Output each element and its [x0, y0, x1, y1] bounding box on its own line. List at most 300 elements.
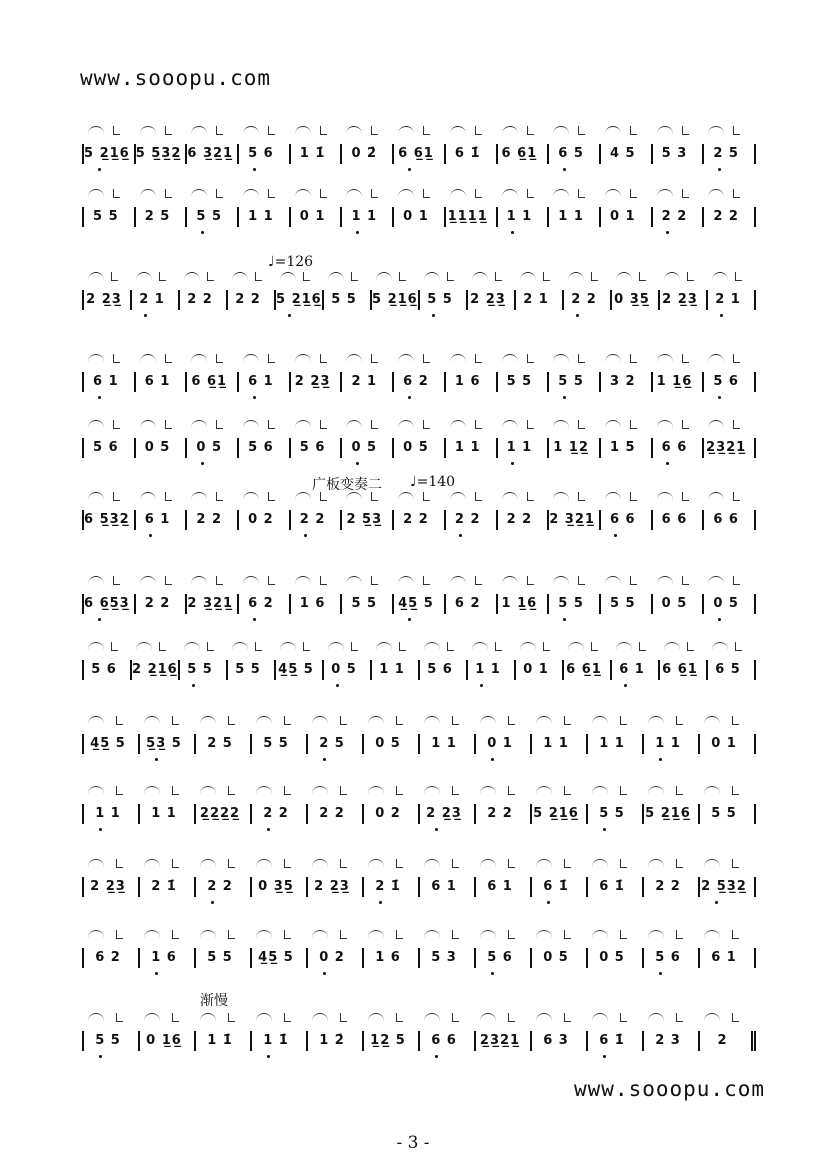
bowing-mark: [396, 930, 403, 939]
bowing-mark: [447, 642, 454, 651]
measure-notes: 4̲5̲ 5: [278, 662, 314, 677]
arc-mark: [657, 189, 673, 198]
measure-notes: 6 1: [248, 374, 274, 389]
articulation-marks: [82, 1013, 754, 1027]
measure: [187, 510, 239, 530]
measure-notes: 1 1: [379, 662, 405, 677]
arc-mark: [480, 1013, 496, 1022]
measure-notes: 6 2: [454, 596, 481, 611]
measure-notes: 6 2: [248, 596, 274, 611]
measure-notes: 1 1̇: [299, 146, 326, 161]
bowing-mark: [452, 859, 459, 868]
bowing-mark: [207, 642, 214, 651]
tempo-marking-126: ♩=126: [268, 254, 314, 270]
arc-mark: [480, 930, 496, 939]
measure: [704, 144, 756, 164]
arc-mark: [605, 576, 621, 585]
bowing-mark: [116, 1013, 123, 1022]
measure-notes: 2 2: [403, 512, 429, 527]
measure: [549, 594, 601, 614]
measure-notes: 2 2: [196, 512, 223, 527]
bowing-mark: [475, 492, 482, 501]
arc-mark: [368, 859, 384, 868]
measure: [187, 594, 239, 614]
articulation-marks: [82, 272, 754, 286]
low-octave-dot: [659, 758, 662, 761]
measure: [364, 877, 420, 897]
measure: [394, 207, 446, 227]
low-octave-dot: [408, 396, 411, 399]
measure: [446, 594, 498, 614]
bowing-mark: [172, 930, 179, 939]
measure: [308, 804, 364, 824]
measure: [187, 207, 239, 227]
bowing-mark: [165, 189, 172, 198]
octave-dots: [82, 972, 754, 978]
score-line: [82, 1011, 754, 1071]
measure: [291, 144, 343, 164]
measure-notes: 1 1: [558, 209, 584, 224]
bowing-mark: [216, 354, 223, 363]
measure: [644, 734, 700, 754]
arc-mark: [472, 642, 488, 651]
measure-notes: 0 5: [661, 596, 688, 611]
measure-notes: 1 1: [506, 440, 533, 455]
measure-bars: [82, 438, 756, 458]
measure-notes: 5 6: [427, 662, 453, 677]
measure-notes: 0 1: [403, 209, 429, 224]
measure-notes: 2 1: [139, 292, 165, 307]
octave-dots: [82, 314, 754, 320]
measure-notes: 6 1: [431, 879, 457, 894]
low-octave-dot: [666, 462, 669, 465]
bowing-mark: [396, 859, 403, 868]
arc-mark: [553, 354, 569, 363]
bowing-mark: [165, 576, 172, 585]
arc-mark: [708, 420, 724, 429]
measure-notes: 6 5: [715, 662, 741, 677]
measure: [342, 510, 394, 530]
watermark-url-bottom: www.sooopu.com: [574, 1077, 766, 1101]
arc-mark: [256, 716, 272, 725]
measure: [644, 948, 700, 968]
arc-mark: [502, 420, 518, 429]
bowing-mark: [733, 492, 740, 501]
measure: [446, 372, 498, 392]
bowing-mark: [371, 126, 378, 135]
arc-mark: [472, 272, 488, 281]
measure-notes: 6 6: [661, 440, 688, 455]
measure: [420, 660, 468, 680]
arc-mark: [368, 930, 384, 939]
measure: [564, 290, 612, 310]
measure-notes: 0 5: [375, 736, 401, 751]
bowing-mark: [284, 1013, 291, 1022]
low-octave-dot: [288, 314, 291, 317]
measure: [342, 207, 394, 227]
measure: [394, 144, 446, 164]
measure: [644, 877, 700, 897]
measure: [601, 372, 653, 392]
bowing-mark: [620, 859, 627, 868]
measure-notes: 1 6: [454, 374, 481, 389]
measure: [136, 438, 188, 458]
arc-mark: [712, 642, 728, 651]
measure: [498, 438, 550, 458]
measure: [84, 734, 140, 754]
measure: [708, 290, 756, 310]
measure-notes: 0 5: [196, 440, 223, 455]
bowing-mark: [268, 492, 275, 501]
low-octave-dot: [408, 168, 411, 171]
bowing-mark: [475, 126, 482, 135]
measure-notes: 5 5: [263, 736, 289, 751]
arc-mark: [200, 1013, 216, 1022]
measure-notes: 5 3: [431, 950, 457, 965]
measure: [394, 510, 446, 530]
measure-notes: 5 6: [713, 374, 739, 389]
measure-notes: 0 3̲5̲: [258, 879, 294, 894]
measure-notes: 1 1̲6̲: [656, 374, 693, 389]
measure: [601, 510, 653, 530]
arc-mark: [368, 786, 384, 795]
bowing-mark: [268, 420, 275, 429]
arc-mark: [657, 492, 673, 501]
measure-bars: [82, 660, 756, 680]
bowing-mark: [495, 642, 502, 651]
measure-notes: 2̲3̲2̲1̲: [479, 1033, 521, 1048]
bowing-mark: [452, 1013, 459, 1022]
measure: [601, 438, 653, 458]
arc-mark: [657, 126, 673, 135]
bowing-mark: [340, 716, 347, 725]
bowing-mark: [733, 576, 740, 585]
measure: [84, 877, 140, 897]
measure-notes: 0 2̇: [351, 146, 378, 161]
bowing-mark: [116, 786, 123, 795]
measure: [291, 207, 343, 227]
bowing-mark: [268, 576, 275, 585]
measure-bars: [82, 804, 756, 824]
measure: [549, 510, 601, 530]
measure-notes: 6 6̲1̲: [662, 662, 698, 677]
score-line: [82, 270, 754, 330]
bowing-mark: [228, 859, 235, 868]
measure-notes: 2 1̇: [151, 879, 177, 894]
measure: [291, 510, 343, 530]
low-octave-dot: [99, 1055, 102, 1058]
measure: [239, 594, 291, 614]
measure-notes: 6 1: [144, 512, 171, 527]
arc-mark: [398, 576, 414, 585]
measure-notes: 2 2: [487, 806, 513, 821]
arc-mark: [424, 1013, 440, 1022]
arc-mark: [312, 716, 328, 725]
bowing-mark: [340, 786, 347, 795]
measure-notes: 1 6: [375, 950, 401, 965]
measure-notes: 6 3: [543, 1033, 569, 1048]
measure-notes: 5 5: [427, 292, 453, 307]
bowing-mark: [320, 189, 327, 198]
measure: [446, 510, 498, 530]
arc-mark: [450, 576, 466, 585]
measure: [564, 660, 612, 680]
measure: [252, 734, 308, 754]
measure: [498, 372, 550, 392]
measure: [324, 290, 372, 310]
measure: [516, 290, 564, 310]
measure-notes: 6 1: [711, 950, 737, 965]
measure-notes: 5 6: [93, 440, 119, 455]
measure: [308, 948, 364, 968]
octave-dots: [82, 168, 754, 174]
measure-notes: 2 2̲3̲: [426, 806, 462, 821]
measure-bars: [82, 877, 756, 897]
measure-notes: 5 6: [91, 662, 117, 677]
measure-notes: 1 5: [609, 440, 636, 455]
bowing-mark: [165, 354, 172, 363]
measure: [420, 290, 468, 310]
low-octave-dot: [356, 231, 359, 234]
measure: [140, 877, 196, 897]
low-octave-dot: [718, 168, 721, 171]
measure-notes: 0 5: [351, 440, 378, 455]
arc-mark: [191, 576, 207, 585]
bowing-mark: [630, 576, 637, 585]
articulation-marks: [82, 859, 754, 873]
arc-mark: [450, 354, 466, 363]
arc-mark: [243, 126, 259, 135]
measure: [180, 290, 228, 310]
low-octave-dot: [718, 396, 721, 399]
arc-mark: [708, 576, 724, 585]
bowing-mark: [113, 354, 120, 363]
measure-notes: 5 5: [93, 209, 119, 224]
measure: [308, 734, 364, 754]
bowing-mark: [564, 716, 571, 725]
measure: [653, 438, 705, 458]
arc-mark: [200, 930, 216, 939]
low-octave-dot: [511, 231, 514, 234]
low-octave-dot: [155, 758, 158, 761]
measure-notes: 0 5: [144, 440, 171, 455]
bowing-mark: [527, 126, 534, 135]
low-octave-dot: [144, 314, 147, 317]
bowing-mark: [508, 716, 515, 725]
arc-mark: [605, 420, 621, 429]
bowing-mark: [371, 354, 378, 363]
measure: [420, 804, 476, 824]
bowing-mark: [371, 420, 378, 429]
octave-dots: [82, 618, 754, 624]
measure: [308, 877, 364, 897]
measure-notes: 5̲3̲ 5: [146, 736, 182, 751]
measure: [84, 207, 136, 227]
arc-mark: [295, 126, 311, 135]
measure-notes: 5 5: [609, 596, 636, 611]
measure-notes: 5 5: [599, 806, 625, 821]
low-octave-dot: [379, 901, 382, 904]
bowing-mark: [116, 930, 123, 939]
arc-mark: [144, 716, 160, 725]
arc-mark: [704, 716, 720, 725]
measure: [364, 948, 420, 968]
arc-mark: [708, 189, 724, 198]
measure-notes: 0 1̲6̲: [146, 1033, 182, 1048]
measure: [476, 734, 532, 754]
bowing-mark: [340, 930, 347, 939]
arc-mark: [256, 859, 272, 868]
arc-mark: [553, 189, 569, 198]
articulation-marks: [82, 576, 754, 590]
bowing-mark: [687, 642, 694, 651]
measure: [700, 734, 756, 754]
bowing-mark: [620, 716, 627, 725]
bowing-mark: [399, 642, 406, 651]
arc-mark: [191, 354, 207, 363]
arc-mark: [536, 1013, 552, 1022]
low-octave-dot: [491, 758, 494, 761]
measure: [476, 948, 532, 968]
measure-notes: 0 1: [711, 736, 737, 751]
measure-notes: 1 6: [299, 596, 326, 611]
low-octave-dot: [603, 1055, 606, 1058]
measure: [196, 804, 252, 824]
bowing-mark: [228, 786, 235, 795]
articulation-marks: [82, 189, 754, 203]
measure-bars: [82, 144, 756, 164]
bowing-mark: [216, 420, 223, 429]
arc-mark: [88, 272, 104, 281]
measure-bars: [82, 207, 756, 227]
measure: [342, 438, 394, 458]
arc-mark: [502, 492, 518, 501]
measure: [394, 594, 446, 614]
measure-notes: 6 1̇: [599, 879, 625, 894]
measure: [704, 438, 756, 458]
arc-mark: [605, 126, 621, 135]
measure: [84, 510, 136, 530]
arc-mark: [232, 272, 248, 281]
arc-mark: [480, 786, 496, 795]
measure: [364, 734, 420, 754]
score-line: [82, 490, 754, 550]
arc-mark: [295, 420, 311, 429]
measure: [446, 438, 498, 458]
bowing-mark: [216, 576, 223, 585]
bowing-mark: [159, 272, 166, 281]
bowing-mark: [564, 859, 571, 868]
arc-mark: [708, 354, 724, 363]
arc-mark: [368, 716, 384, 725]
bowing-mark: [116, 859, 123, 868]
bowing-mark: [111, 272, 118, 281]
low-octave-dot: [624, 684, 627, 687]
bowing-mark: [113, 126, 120, 135]
measure: [420, 734, 476, 754]
measure-notes: 1 1: [475, 662, 501, 677]
arc-mark: [88, 786, 104, 795]
arc-mark: [648, 1013, 664, 1022]
arc-mark: [657, 354, 673, 363]
arc-mark: [568, 272, 584, 281]
arc-mark: [704, 859, 720, 868]
measure: [252, 804, 308, 824]
measure: [84, 290, 132, 310]
arc-mark: [346, 576, 362, 585]
arc-mark: [140, 126, 156, 135]
bowing-mark: [527, 189, 534, 198]
measure-notes: 1 1̲2̲: [553, 440, 589, 455]
low-octave-dot: [720, 314, 723, 317]
bowing-mark: [527, 354, 534, 363]
arc-mark: [502, 576, 518, 585]
arc-mark: [243, 576, 259, 585]
arc-mark: [140, 576, 156, 585]
measure: [420, 948, 476, 968]
bowing-mark: [630, 189, 637, 198]
low-octave-dot: [155, 972, 158, 975]
bowing-mark: [423, 420, 430, 429]
measure-notes: 2 5̲3̲2̲: [701, 879, 747, 894]
bowing-mark: [630, 420, 637, 429]
low-octave-dot: [603, 828, 606, 831]
measure-notes: 2 2: [454, 512, 481, 527]
measure: [276, 660, 324, 680]
bowing-mark: [371, 576, 378, 585]
bowing-mark: [320, 354, 327, 363]
arc-mark: [648, 930, 664, 939]
arc-mark: [704, 930, 720, 939]
arc-mark: [616, 642, 632, 651]
bowing-mark: [113, 576, 120, 585]
bowing-mark: [447, 272, 454, 281]
low-octave-dot: [718, 618, 721, 621]
measure-bars: [82, 372, 756, 392]
measure-notes: 6 1̇: [454, 146, 481, 161]
measure: [239, 144, 291, 164]
score-line: [82, 928, 754, 988]
measure: [532, 877, 588, 897]
low-octave-dot: [253, 168, 256, 171]
measure-notes: 0 2: [319, 950, 345, 965]
measure-notes: 2 2: [187, 292, 213, 307]
measure: [446, 207, 498, 227]
bowing-mark: [564, 930, 571, 939]
arc-mark: [657, 576, 673, 585]
arc-mark: [536, 930, 552, 939]
measure-notes: 6 1̇: [599, 1033, 625, 1048]
low-octave-dot: [267, 1055, 270, 1058]
bowing-mark: [113, 420, 120, 429]
measure: [704, 594, 756, 614]
measure-notes: 1 1: [655, 736, 681, 751]
arc-mark: [592, 930, 608, 939]
measure-notes: 6 1: [144, 374, 171, 389]
low-octave-dot: [99, 828, 102, 831]
octave-dots: [82, 1055, 754, 1061]
measure-notes: 1 1: [151, 806, 177, 821]
measure: [498, 144, 550, 164]
arc-mark: [480, 859, 496, 868]
arc-mark: [346, 189, 362, 198]
measure: [601, 594, 653, 614]
bowing-mark: [172, 716, 179, 725]
bowing-mark: [475, 354, 482, 363]
measure-notes: 2 1: [715, 292, 741, 307]
bowing-mark: [423, 354, 430, 363]
measure-notes: 1 1: [506, 209, 533, 224]
